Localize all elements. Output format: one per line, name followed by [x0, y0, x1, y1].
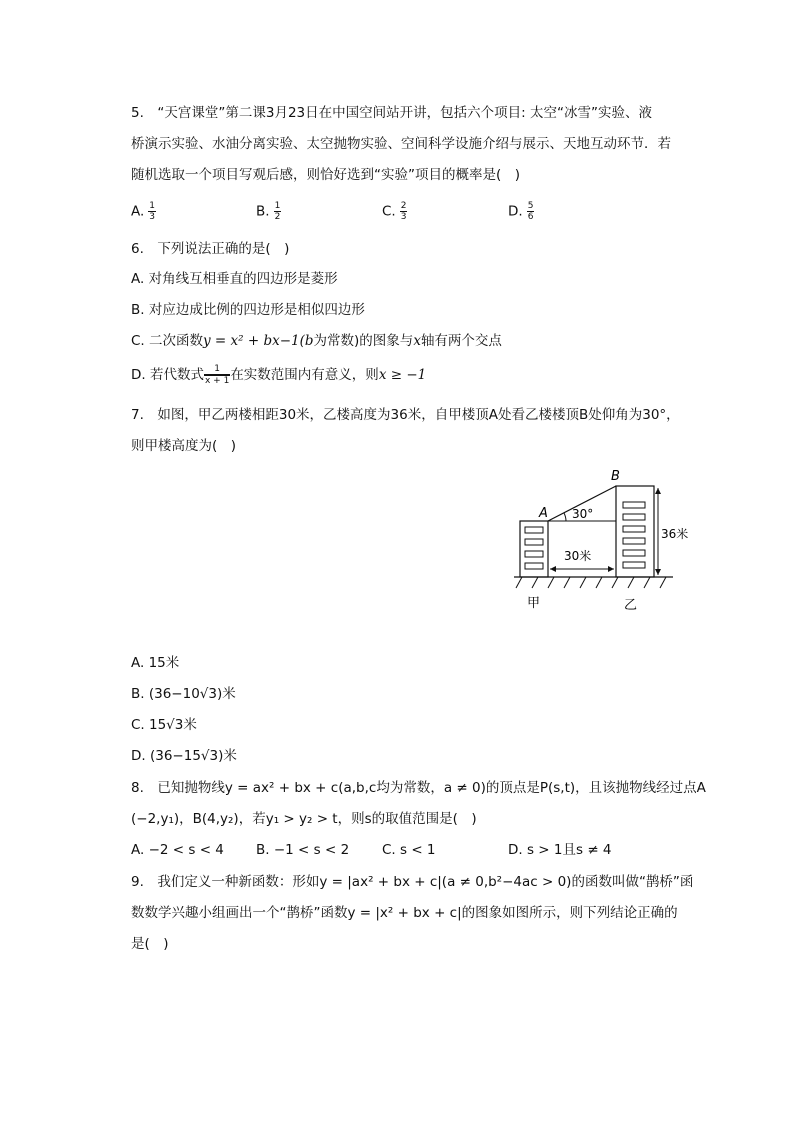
q7-option-c: C. 15√3米: [131, 717, 197, 733]
q8-line-1: 8. 已知抛物线y = ax² + bx + c(a,b,c均为常数，a ≠ 0)的顶点是P(s,t)，且该抛物线经过点A: [131, 780, 706, 796]
label-yi: 乙: [624, 598, 638, 613]
q7-line-1: 7. 如图，甲乙两楼相距30米，乙楼高度为36米，自甲楼顶A处看乙楼楼顶B处仰角为30°，: [131, 407, 680, 423]
q5-line-1: 5. “天宫课堂”第二课3月23日在中国空间站开讲，包括六个项目: 太空“冰雪”实验、液: [131, 105, 652, 121]
q7-line-2: 则甲楼高度为( ): [131, 438, 237, 454]
label-b: B: [611, 469, 620, 484]
label-angle: 30°: [572, 507, 594, 521]
q8-line-2: (−2,y₁)，B(4,y₂)，若y₁ > y₂ > t，则s的取值范围是( ): [131, 811, 477, 827]
q8-option-d: D. s > 1且s ≠ 4: [508, 842, 612, 858]
q5-option-b: B. $\frac{1}{2}$: [256, 201, 281, 222]
q6-option-b: B. 对应边成比例的四边形是相似四边形: [131, 302, 365, 318]
label-distance: 30米: [564, 549, 592, 563]
q5-option-a: A. $\frac{1}{3}$: [131, 201, 156, 222]
q5-line-3: 随机选取一个项目写观后感，则恰好选到“实验”项目的概率是( ): [131, 167, 521, 183]
q9-line-2: 数数学兴趣小组画出一个“鹊桥”函数y = |x² + bx + c|的图象如图所示，则下列结论正确的: [131, 905, 678, 921]
q5-line-2: 桥演示实验、水油分离实验、太空抛物实验、空间科学设施介绍与展示、天地互动环节．若: [131, 136, 671, 152]
q8-option-c: C. s < 1: [382, 842, 436, 858]
q7-buildings-figure: [508, 466, 708, 616]
q5-option-d: D. $\frac{5}{6}$: [508, 201, 534, 222]
q8-option-b: B. −1 < s < 2: [256, 842, 350, 858]
q7-option-b: B. (36−10√3)米: [131, 686, 236, 702]
label-height: 36米: [661, 527, 689, 541]
q6-option-a: A. 对角线互相垂直的四边形是菱形: [131, 271, 338, 287]
q6-option-c: C. 二次函数y = x² + bx−1(b为常数)的图象与x轴有两个交点: [131, 333, 502, 349]
q6-stem: 6. 下列说法正确的是( ): [131, 241, 290, 257]
q7-option-a: A. 15米: [131, 655, 180, 671]
q9-line-1: 9. 我们定义一种新函数：形如y = |ax² + bx + c|(a ≠ 0,b²−4ac > 0)的函数叫做“鹊桥”函: [131, 874, 694, 890]
q7-option-d: D. (36−15√3)米: [131, 748, 237, 764]
label-jia: 甲: [527, 596, 541, 611]
q5-option-c: C. $\frac{2}{3}$: [382, 201, 407, 222]
q9-line-3: 是( ): [131, 936, 169, 952]
q8-option-a: A. −2 < s < 4: [131, 842, 224, 858]
label-a: A: [539, 506, 548, 521]
q6-option-d: D. 若代数式 $\frac{1}{x + 1}$ 在实数范围内有意义，则x ≥ −1: [131, 364, 427, 386]
